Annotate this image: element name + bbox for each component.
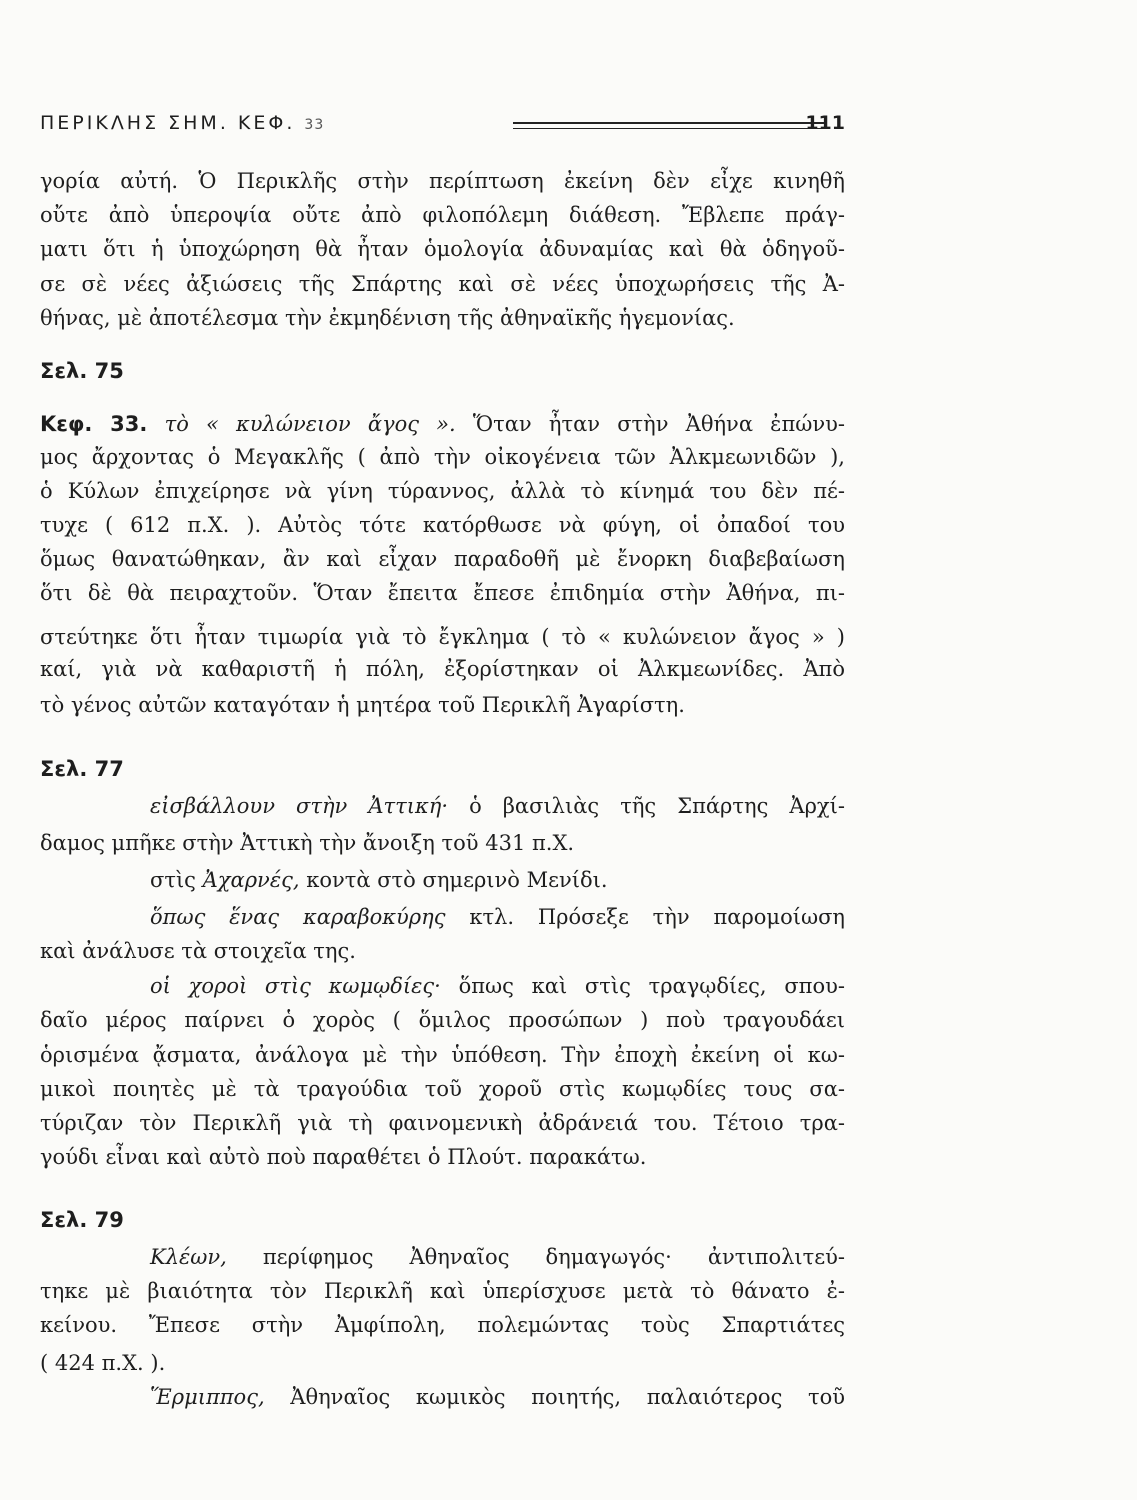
text-line: οὔτε ἀπὸ ὑπεροψία οὔτε ἀπὸ φιλοπόλεμη διάθεση. Ἔβλεπε πράγ-: [40, 203, 845, 227]
text-line: τὸ γένος αὐτῶν καταγόταν ἡ μητέρα τοῦ Περικλῆ Ἀγαρίστη.: [40, 693, 685, 717]
section-heading: Σελ. 79: [40, 1208, 124, 1232]
text-line: εἰσβάλλουν στὴν Ἀττική· ὁ βασιλιὰς τῆς Σπάρτης Ἀρχί-: [150, 794, 845, 818]
text-line: μικοὶ ποιητὲς μὲ τὰ τραγούδια τοῦ χοροῦ στὶς κωμῳδίες τους σα-: [40, 1077, 845, 1101]
text-line: καὶ ἀνάλυσε τὰ στοιχεῖα της.: [40, 939, 356, 963]
lemma: Κλέων,: [150, 1245, 227, 1269]
lemma: οἱ χοροὶ στὶς κωμῳδίες·: [150, 974, 441, 998]
text-line: ( 424 π.Χ. ).: [40, 1351, 166, 1375]
text-line: Κλέων, περίφημος Ἀθηναῖος δημαγωγός· ἀντιπολιτεύ-: [150, 1245, 845, 1269]
lemma: ὅπως ἕνας καραβοκύρης: [150, 905, 446, 929]
text-line: κείνου. Ἔπεσε στὴν Ἀμφίπολη, πολεμώντας τοὺς Σπαρτιάτες: [40, 1313, 845, 1337]
text-line: τυχε ( 612 π.Χ. ). Αὐτὸς τότε κατόρθωσε νὰ φύγη, οἱ ὀπαδοί του: [40, 513, 845, 537]
text-line: δαμος μπῆκε στὴν Ἀττικὴ τὴν ἄνοιξη τοῦ 431 π.Χ.: [40, 831, 575, 855]
text-line: ὅτι δὲ θὰ πειραχτοῦν. Ὅταν ἔπειτα ἔπεσε ἐπιδημία στὴν Ἀθήνα, πι-: [40, 581, 845, 605]
text-line: ὅπως ἕνας καραβοκύρης κτλ. Πρόσεξε τὴν παρομοίωση: [150, 905, 845, 929]
text-line: θήνας, μὲ ἀποτέλεσμα τὴν ἐκμηδένιση τῆς ἀθηναϊκῆς ἡγεμονίας.: [40, 306, 735, 330]
text-line: καί, γιὰ νὰ καθαριστῆ ἡ πόλη, ἐξορίστηκαν οἱ Ἀλκμεωνίδες. Ἀπὸ: [40, 657, 845, 681]
text-line: ὅμως θανατώθηκαν, ἂν καὶ εἶχαν παραδοθῆ μὲ ἔνορκη διαβεβαίωση: [40, 547, 845, 571]
text-line: ματι ὅτι ἡ ὑποχώρηση θὰ ἦταν ὁμολογία ἀδυναμίας καὶ θὰ ὁδηγοῦ-: [40, 237, 845, 261]
chapter-number: 33: [304, 117, 325, 133]
lemma: Ἀχαρνές,: [202, 868, 300, 892]
text-line: γορία αὐτή. Ὁ Περικλῆς στὴν περίπτωση ἐκείνη δὲν εἶχε κινηθῆ: [40, 169, 845, 193]
text-line: οἱ χοροὶ στὶς κωμῳδίες· ὅπως καὶ στὶς τραγῳδίες, σπου-: [150, 974, 845, 998]
text-line: τηκε μὲ βιαιότητα τὸν Περικλῆ καὶ ὑπερίσχυσε μετὰ τὸ θάνατο ἐ-: [40, 1279, 845, 1303]
chapter-label: Κεφ. 33.: [40, 412, 148, 436]
section-heading: Σελ. 75: [40, 359, 124, 383]
text-line: δαῖο μέρος παίρνει ὁ χορὸς ( ὅμιλος προσώπων ) ποὺ τραγουδάει: [40, 1008, 845, 1032]
text-line: στεύτηκε ὅτι ἦταν τιμωρία γιὰ τὸ ἔγκλημα ( τὸ « κυλώνειον ἄγος » ): [40, 625, 845, 649]
text-line: τύριζαν τὸν Περικλῆ γιὰ τὴ φαινομενικὴ ἀδράνειά του. Τέτοιο τρα-: [40, 1111, 845, 1135]
text-line: ὁ Κύλων ἐπιχείρησε νὰ γίνη τύραννος, ἀλλὰ τὸ κίνημά του δὲν πέ-: [40, 479, 845, 503]
text-line: γούδι εἶναι καὶ αὐτὸ ποὺ παραθέτει ὁ Πλούτ. παρακάτω.: [40, 1145, 647, 1169]
running-header: [40, 112, 845, 140]
header-rule: [513, 122, 825, 129]
lemma: Ἕρμιππος,: [150, 1385, 265, 1409]
section-heading: Σελ. 77: [40, 757, 124, 781]
running-title: ΠΕΡΙΚΛΗΣ ΣΗΜ. ΚΕΦ. 33: [40, 112, 325, 134]
text-line: Κεφ. 33. τὸ « κυλώνειον ἄγος ». Ὅταν ἦταν στὴν Ἀθήνα ἐπώνυ-: [40, 412, 845, 436]
text-line: σε σὲ νέες ἀξιώσεις τῆς Σπάρτης καὶ σὲ νέες ὑποχωρήσεις τῆς Ἀ-: [40, 272, 845, 296]
page-number: 111: [805, 112, 845, 134]
lemma: εἰσβάλλουν στὴν Ἀττική·: [150, 794, 449, 818]
text-line: στὶς Ἀχαρνές, κοντὰ στὸ σημερινὸ Μενίδι.: [150, 868, 608, 892]
text-line: Ἕρμιππος, Ἀθηναῖος κωμικὸς ποιητής, παλαιότερος τοῦ: [150, 1385, 845, 1409]
text-line: ὁρισμένα ᾄσματα, ἀνάλογα μὲ τὴν ὑπόθεση. Τὴν ἐποχὴ ἐκείνη οἱ κω-: [40, 1043, 845, 1067]
lemma: τὸ « κυλώνειον ἄγος ».: [164, 412, 456, 436]
text-line: μος ἄρχοντας ὁ Μεγακλῆς ( ἀπὸ τὴν οἰκογένεια τῶν Ἀλκμεωνιδῶν ),: [40, 445, 845, 469]
